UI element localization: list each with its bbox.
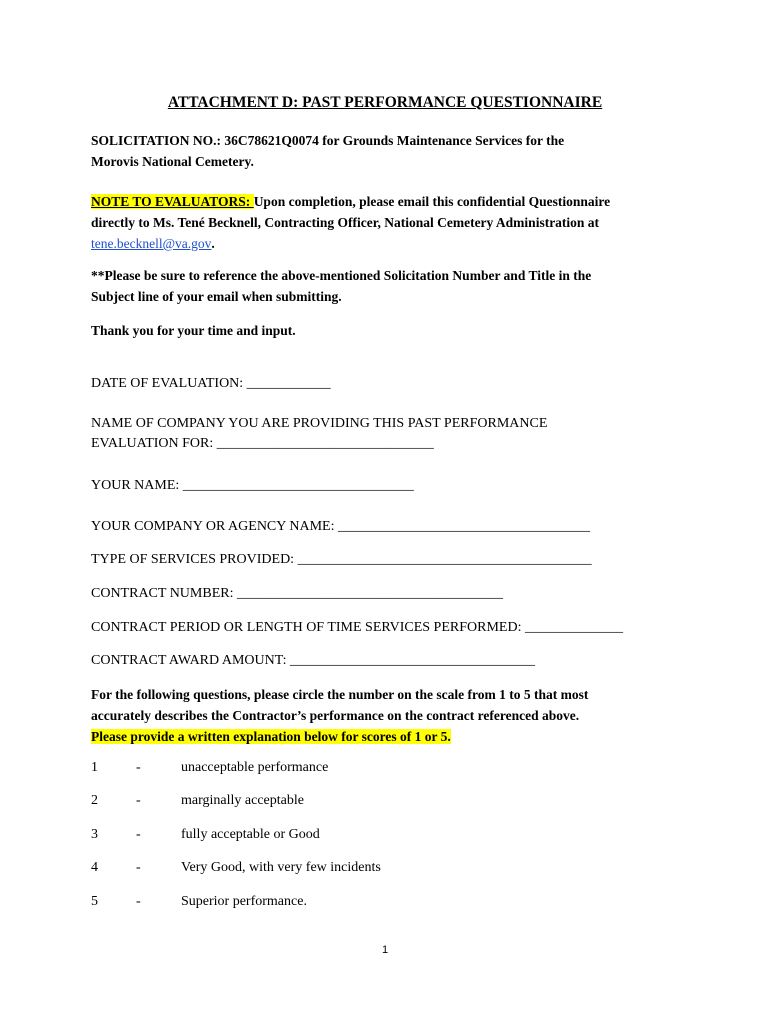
instructions-highlight: Please provide a written explanation below for scores of 1 or 5.: [91, 729, 451, 744]
page-number: 1: [381, 944, 389, 956]
scale-number-3: 3: [91, 827, 98, 842]
reference-line-1: **Please be sure to reference the above-mentioned Solicitation Number and Title in the: [91, 268, 592, 283]
field-company-line-2: EVALUATION FOR: _______________________________: [91, 436, 434, 451]
solicitation-line-1: SOLICITATION NO.: 36C78621Q0074 for Grounds Maintenance Services for the: [91, 133, 565, 148]
scale-desc-3: fully acceptable or Good: [181, 827, 320, 842]
reference-block: [91, 265, 591, 307]
note-line-1-text: Upon completion, please email this confidential Questionnaire: [253, 194, 611, 209]
instructions-line-3: [91, 726, 588, 747]
field-company-line-1: NAME OF COMPANY YOU ARE PROVIDING THIS PAST PERFORMANCE: [91, 416, 548, 431]
scale-dash-4: -: [136, 860, 141, 875]
scale-number-5: 5: [91, 894, 98, 909]
scale-desc-5: Superior performance.: [181, 894, 307, 909]
email-suffix: .: [211, 236, 215, 251]
field-contract-period[interactable]: CONTRACT PERIOD OR LENGTH OF TIME SERVICES PERFORMED: ______________: [91, 620, 623, 635]
scale-desc-4: Very Good, with very few incidents: [181, 860, 381, 875]
instructions-line-2: accurately describes the Contractor’s performance on the contract referenced above.: [91, 708, 580, 723]
note-line-1: [91, 191, 610, 212]
note-line-2: directly to Ms. Tené Becknell, Contracting Officer, National Cemetery Administration at: [91, 215, 600, 230]
thanks-text: Thank you for your time and input.: [91, 323, 296, 338]
field-contract-number[interactable]: CONTRACT NUMBER: ______________________________________: [91, 586, 503, 601]
solicitation-line-2: Morovis National Cemetery.: [91, 154, 254, 169]
instructions-block: [91, 684, 588, 747]
document-title: ATTACHMENT D: PAST PERFORMANCE QUESTIONNAIRE: [167, 94, 603, 111]
instructions-line-1: For the following questions, please circle the number on the scale from 1 to 5 that most: [91, 687, 589, 702]
field-agency[interactable]: YOUR COMPANY OR AGENCY NAME: ____________________________________: [91, 519, 590, 534]
field-date[interactable]: DATE OF EVALUATION: ____________: [91, 376, 331, 391]
scale-desc-2: marginally acceptable: [181, 793, 304, 808]
scale-number-2: 2: [91, 793, 98, 808]
solicitation-block: [91, 130, 564, 172]
scale-dash-2: -: [136, 793, 141, 808]
note-line-3: [91, 233, 610, 254]
field-company[interactable]: [91, 414, 547, 454]
field-award-amount[interactable]: CONTRACT AWARD AMOUNT: ___________________________________: [91, 653, 535, 668]
scale-dash-1: -: [136, 760, 141, 775]
scale-number-1: 1: [91, 760, 98, 775]
email-link[interactable]: tene.becknell@va.gov: [91, 236, 212, 251]
scale-desc-1: unacceptable performance: [181, 760, 329, 775]
scale-dash-5: -: [136, 894, 141, 909]
field-your-name[interactable]: YOUR NAME: _________________________________: [91, 478, 414, 493]
reference-line-2: Subject line of your email when submitting.: [91, 289, 342, 304]
scale-dash-3: -: [136, 827, 141, 842]
scale-number-4: 4: [91, 860, 98, 875]
field-services[interactable]: TYPE OF SERVICES PROVIDED: __________________________________________: [91, 552, 592, 567]
note-block: [91, 191, 610, 254]
note-label: NOTE TO EVALUATORS:: [91, 194, 254, 209]
